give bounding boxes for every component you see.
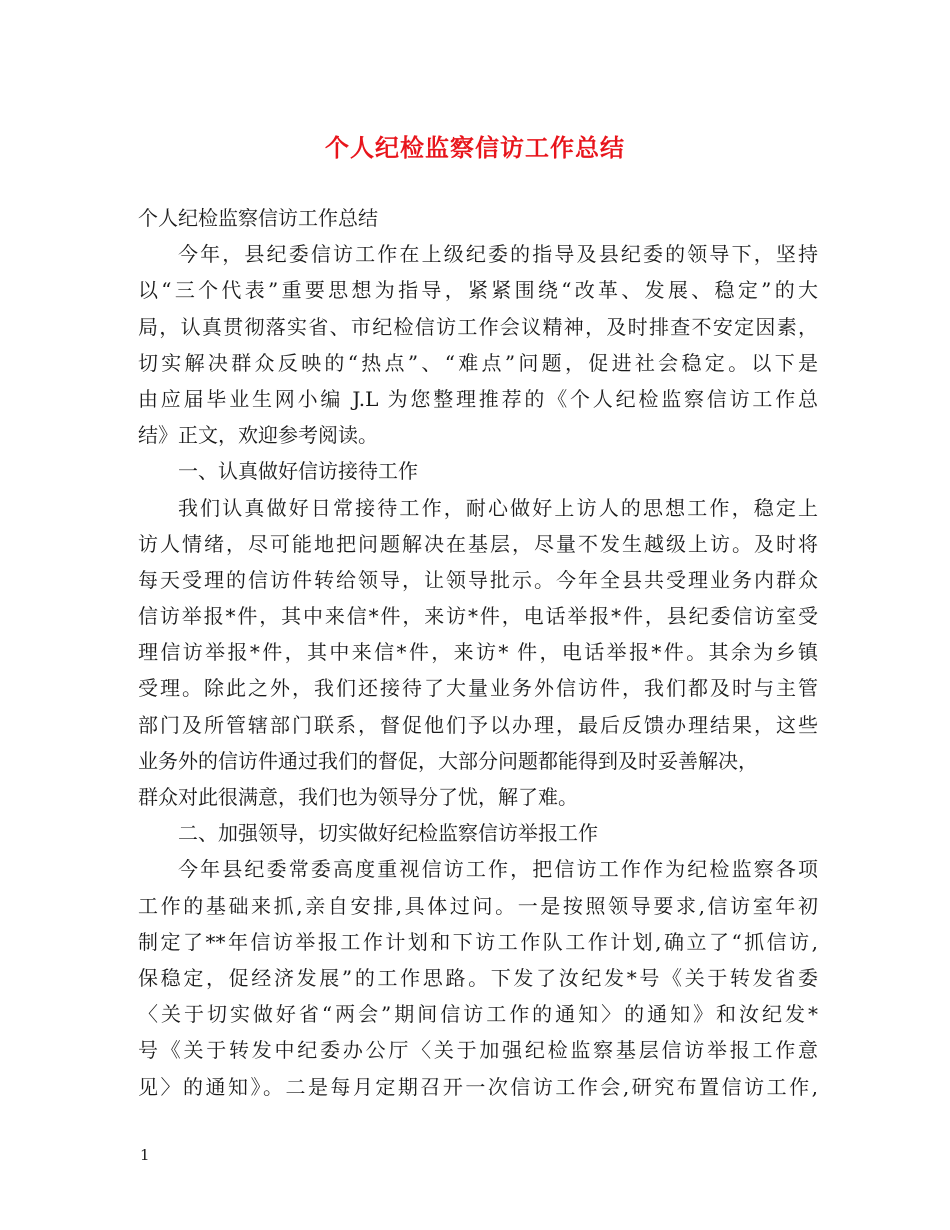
paragraph-line: 我们认真做好日常接待工作，耐心做好上访人的思想工作，稳定上 (178, 495, 818, 520)
section-heading: 一、认真做好信访接待工作 (178, 459, 418, 484)
paragraph-line: 结》正文，欢迎参考阅读。 (138, 423, 378, 448)
paragraph-line: 信访举报*件，其中来信*件，来访*件，电话举报*件，县纪委信访室受 (138, 604, 818, 629)
paragraph-line: 每天受理的信访件转给领导，让领导批示。今年全县共受理业务内群众 (138, 567, 818, 592)
paragraph-line: 制定了**年信访举报工作计划和下访工作队工作计划,确立了“抓信访, (138, 929, 818, 954)
document-title: 个人纪检监察信访工作总结 (325, 133, 625, 162)
paragraph-line: 〈关于切实做好省“两会”期间信访工作的通知〉的通知》和汝纪发* (138, 1002, 818, 1027)
paragraph-line: 工作的基础来抓,亲自安排,具体过问。一是按照领导要求,信访室年初 (138, 893, 818, 918)
paragraph-line: 切实解决群众反映的“热点”、“难点”问题，促进社会稳定。以下是 (138, 350, 818, 375)
paragraph-line: 理信访举报*件，其中来信*件，来访* 件，电话举报*件。其余为乡镇 (138, 640, 818, 665)
paragraph-line: 号《关于转发中纪委办公厅〈关于加强纪检监察基层信访举报工作意 (138, 1038, 818, 1063)
paragraph-line: 由应届毕业生网小编 J.L 为您整理推荐的《个人纪检监察信访工作总 (138, 386, 818, 411)
paragraph-line: 受理。除此之外，我们还接待了大量业务外信访件，我们都及时与主管 (138, 676, 818, 701)
paragraph-line: 群众对此很满意，我们也为领导分了忧，解了难。 (138, 785, 578, 809)
paragraph-line: 保稳定，促经济发展”的工作思路。下发了汝纪发*号《关于转发省委 (138, 965, 818, 990)
paragraph-line: 部门及所管辖部门联系，督促他们予以办理，最后反馈办理结果，这些 (138, 712, 818, 737)
document-body (138, 200, 818, 1105)
paragraph-line: 局，认真贯彻落实省、市纪检信访工作会议精神，及时排查不安定因素， (138, 314, 818, 339)
subtitle-line: 个人纪检监察信访工作总结 (138, 206, 378, 230)
section-heading: 二、加强领导，切实做好纪检监察信访举报工作 (178, 821, 598, 846)
paragraph-line: 今年县纪委常委高度重视信访工作，把信访工作作为纪检监察各项 (178, 857, 818, 882)
paragraph-line: 业务外的信访件通过我们的督促，大部分问题都能得到及时妥善解决， (138, 748, 758, 773)
paragraph-line: 以“三个代表”重要思想为指导，紧紧围绕“改革、发展、稳定”的大 (138, 278, 818, 303)
paragraph-line: 今年，县纪委信访工作在上级纪委的指导及县纪委的领导下，坚持 (178, 242, 818, 267)
page-number: 1 (140, 1146, 150, 1164)
paragraph-line: 见〉的通知》。二是每月定期召开一次信访工作会,研究布置信访工作, (138, 1074, 818, 1099)
paragraph-line: 访人情绪，尽可能地把问题解决在基层，尽量不发生越级上访。及时将 (138, 531, 818, 556)
